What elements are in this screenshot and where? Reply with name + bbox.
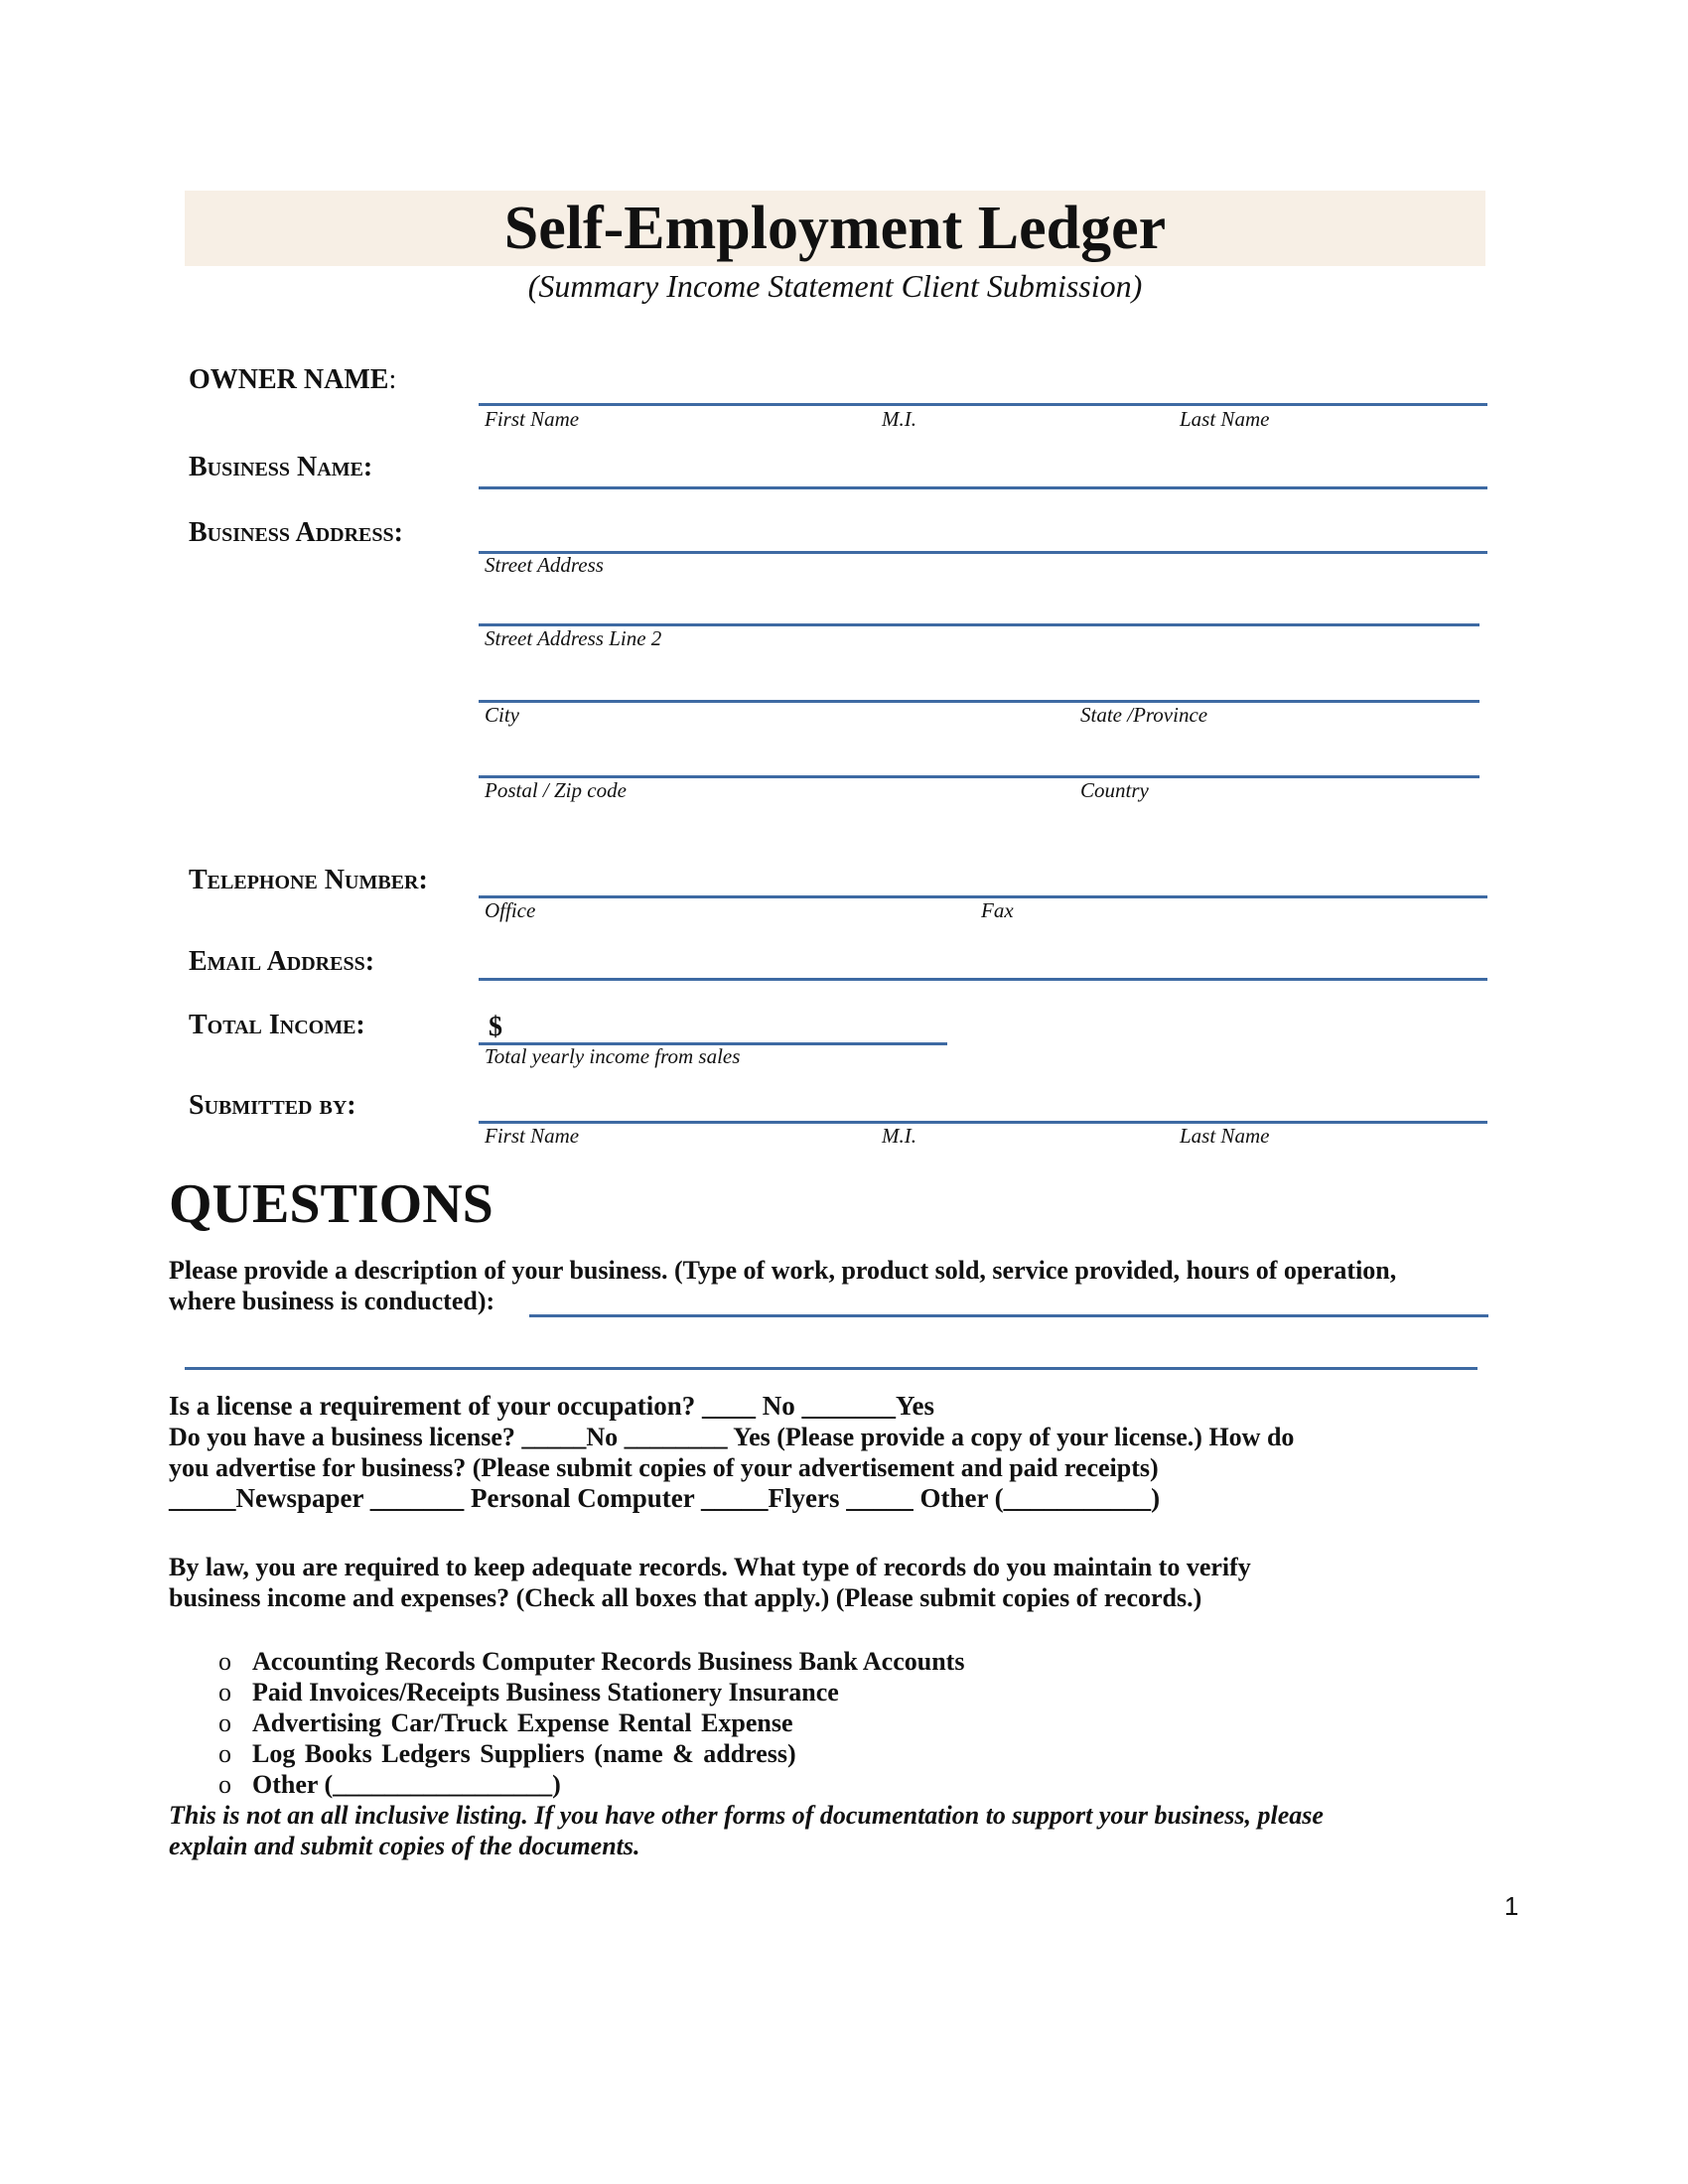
- postal-country-field[interactable]: [479, 775, 1479, 778]
- description-field-line-1[interactable]: [529, 1314, 1488, 1317]
- email-label: Email Address:: [189, 946, 375, 977]
- city-state-field[interactable]: [479, 700, 1479, 703]
- record-item: [218, 1677, 839, 1707]
- records-line-1: By law, you are required to keep adequate records. What type of records do you maintain to verify: [169, 1553, 1251, 1581]
- questions-heading: QUESTIONS: [169, 1173, 493, 1235]
- owner-name-label: [189, 363, 396, 397]
- office-caption: Office: [485, 898, 536, 922]
- business-name-field[interactable]: [479, 486, 1487, 489]
- currency-symbol: $: [489, 1012, 502, 1042]
- description-line-1: Please provide a description of your business. (Type of work, product sold, service provided, hours of operation,: [169, 1256, 1397, 1285]
- description-field-line-2[interactable]: [185, 1367, 1477, 1370]
- record-item: [218, 1769, 561, 1800]
- street-address-field[interactable]: [479, 551, 1487, 554]
- license-question-1: Is a license a requirement of your occupation? ____ No _______Yes: [169, 1391, 934, 1421]
- record-item: [218, 1646, 964, 1677]
- record-item: [218, 1738, 796, 1769]
- record-item-text: Accounting Records Computer Records Business Bank Accounts: [252, 1647, 965, 1676]
- state-province-caption: State /Province: [1080, 703, 1208, 727]
- submitted-first-name-caption: First Name: [485, 1124, 580, 1148]
- submitted-last-name-caption: Last Name: [1180, 1124, 1270, 1148]
- license-question-2: Do you have a business license? _____No ________ Yes (Please provide a copy of your license.) How do: [169, 1423, 1295, 1451]
- fax-caption: Fax: [981, 898, 1014, 922]
- records-line-2: business income and expenses? (Check all boxes that apply.) (Please submit copies of records.): [169, 1583, 1202, 1612]
- advertise-options: _____Newspaper _______ Personal Computer _____Flyers _____ Other (___________): [169, 1483, 1161, 1513]
- street-address-2-caption: Street Address Line 2: [485, 626, 662, 650]
- business-name-label: Business Name:: [189, 452, 373, 482]
- page-subtitle: (Summary Income Statement Client Submission): [527, 268, 1143, 304]
- record-item-text: Advertising Car/Truck Expense Rental Expense: [252, 1708, 793, 1737]
- city-caption: City: [485, 703, 519, 727]
- owner-first-name-caption: First Name: [485, 407, 580, 431]
- bullet-mark: o: [218, 1647, 231, 1676]
- note-line-1: This is not an all inclusive listing. If you have other forms of documentation to support your business, please: [169, 1801, 1324, 1830]
- telephone-label: Telephone Number:: [189, 865, 428, 895]
- postal-zip-caption: Postal / Zip code: [485, 778, 627, 802]
- street-address-caption: Street Address: [485, 553, 604, 577]
- submitted-mi-caption: M.I.: [882, 1124, 916, 1148]
- owner-mi-caption: M.I.: [882, 407, 916, 431]
- country-caption: Country: [1080, 778, 1149, 802]
- email-field[interactable]: [479, 978, 1487, 981]
- bullet-mark: o: [218, 1770, 231, 1799]
- bullet-mark: o: [218, 1739, 231, 1768]
- record-item-text: Log Books Ledgers Suppliers (name & address): [252, 1739, 796, 1768]
- submitted-by-field[interactable]: [479, 1121, 1487, 1124]
- note-line-2: explain and submit copies of the documents.: [169, 1832, 640, 1860]
- advertise-question: you advertise for business? (Please submit copies of your advertisement and paid receipts): [169, 1453, 1159, 1482]
- owner-name-colon: :: [388, 364, 397, 395]
- bullet-mark: o: [218, 1708, 231, 1737]
- business-address-label: Business Address:: [189, 517, 403, 548]
- record-item-text: Other (_________________): [252, 1770, 561, 1799]
- total-income-label: Total Income:: [189, 1010, 365, 1040]
- description-line-2: where business is conducted):: [169, 1287, 495, 1315]
- record-item-text: Paid Invoices/Receipts Business Stationery Insurance: [252, 1678, 839, 1706]
- total-yearly-income-caption: Total yearly income from sales: [485, 1044, 741, 1068]
- submitted-by-label: Submitted by:: [189, 1090, 356, 1121]
- owner-last-name-caption: Last Name: [1180, 407, 1270, 431]
- bullet-mark: o: [218, 1678, 231, 1706]
- owner-name-label-text: OWNER NAME: [189, 364, 389, 395]
- page-title: Self-Employment Ledger: [503, 195, 1167, 262]
- page-number: 1: [1504, 1891, 1519, 1921]
- owner-name-field[interactable]: [479, 403, 1487, 406]
- record-item: [218, 1707, 793, 1738]
